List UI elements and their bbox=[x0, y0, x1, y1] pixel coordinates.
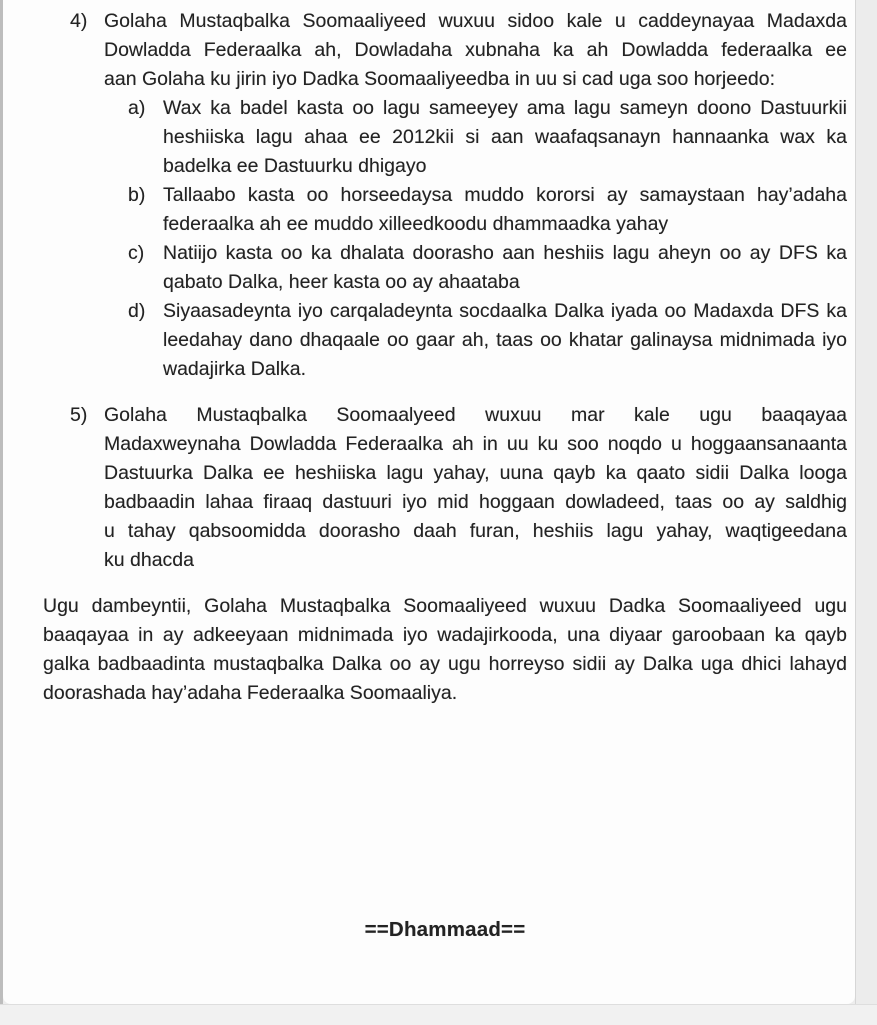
sub-item-c bbox=[43, 239, 847, 297]
sub-item-text bbox=[163, 239, 847, 297]
text-line: Golaha Mustaqbalka Soomaalyeed wuxuu mar kale ugu baaqayaa bbox=[104, 404, 847, 426]
page-edge-bottom bbox=[0, 1004, 877, 1025]
text-line: Ugu dambeyntii, Golaha Mustaqbalka Soomaaliyeed wuxuu Dadka Soomaaliyeed ugu bbox=[43, 595, 847, 617]
sub-item-text bbox=[163, 94, 847, 181]
text-line: Tallaabo kasta oo horseedaysa muddo kororsi ay samaystaan hay’adaha bbox=[163, 184, 847, 206]
end-marker: ==Dhammaad== bbox=[364, 918, 526, 941]
item-text bbox=[104, 7, 847, 94]
text-line: heshiiska lagu ahaa ee 2012kii si aan waafaqsanayn hannaanka wax ka bbox=[163, 126, 847, 148]
text-line: ku dhacda bbox=[104, 549, 194, 571]
page-edge-right bbox=[855, 0, 877, 1024]
text-line: badelka ee Dastuurku dhigayo bbox=[163, 155, 427, 177]
text-line: Natiijo kasta oo ka dhalata doorasho aan heshiis lagu aheyn oo ay DFS ka bbox=[163, 242, 847, 264]
closing-paragraph bbox=[43, 592, 847, 708]
document-content bbox=[3, 0, 855, 944]
sub-item-b bbox=[43, 181, 847, 239]
text-line: wadajirka Dalka. bbox=[163, 358, 307, 380]
sub-item-a bbox=[43, 94, 847, 181]
text-line: qabato Dalka, heer kasta oo ay ahaataba bbox=[163, 271, 520, 293]
text-line: Wax ka badel kasta oo lagu sameeyey ama lagu sameyn doono Dastuurkii bbox=[163, 97, 847, 119]
text-line: aan Golaha ku jirin iyo Dadka Soomaaliyeedba in uu si cad uga soo horjeedo: bbox=[104, 68, 776, 90]
list-item-4 bbox=[43, 7, 847, 94]
text-line: Golaha Mustaqbalka Soomaaliyeed wuxuu sidoo kale u caddeynayaa Madaxda bbox=[104, 10, 847, 32]
sub-item-letter: c) bbox=[128, 242, 145, 264]
text-line: Siyaasadeynta iyo carqaladeynta socdaalka Dalka iyada oo Madaxda DFS ka bbox=[163, 300, 847, 322]
text-line: Dastuurka Dalka ee heshiiska lagu yahay, uuna qayb ka qaato sidii Dalka looga bbox=[104, 462, 847, 484]
text-line: u tahay qabsoomidda doorasho daah furan, heshiis lagu yahay, waqtigeedana bbox=[104, 520, 847, 542]
text-line: galka badbaadinta mustaqbalka Dalka oo ay ugu horreyso sidii ay Dalka uga dhici lahayd bbox=[43, 653, 847, 675]
sub-item-text bbox=[163, 181, 847, 239]
text-line: baaqayaa in ay adkeeyaan midnimada iyo wadajirkooda, una diyaar garoobaan ka qayb bbox=[43, 624, 847, 646]
text-line: badbaadin lahaa firaaq dastuuri iyo mid hoggaan dowladeed, taas oo ay saldhig bbox=[104, 491, 847, 513]
text-line: federaalka ah ee muddo xilleedkoodu dhammaadka yahay bbox=[163, 213, 669, 235]
sub-item-letter: b) bbox=[128, 184, 146, 206]
list-item-5 bbox=[43, 401, 847, 575]
document-page bbox=[3, 0, 855, 1004]
text-line: leedahay dano dhaqaale oo gaar ah, taas oo khatar galinaysa midnimada iyo bbox=[163, 329, 847, 351]
sub-item-letter: a) bbox=[128, 97, 146, 119]
text-line: Madaxweynaha Dowladda Federaalka ah in uu ku soo noqdo u hoggaansanaanta bbox=[104, 433, 847, 455]
sub-item-d bbox=[43, 297, 847, 384]
sub-item-letter: d) bbox=[128, 300, 146, 322]
text-line: doorashada hay’adaha Federaalka Soomaaliya. bbox=[43, 682, 458, 704]
item-text bbox=[104, 401, 847, 575]
sub-item-text bbox=[163, 297, 847, 384]
item-number: 5) bbox=[70, 404, 88, 426]
item-number: 4) bbox=[70, 10, 88, 32]
text-line: Dowladda Federaalka ah, Dowladaha xubnaha ka ah Dowladda federaalka ee bbox=[104, 39, 847, 61]
